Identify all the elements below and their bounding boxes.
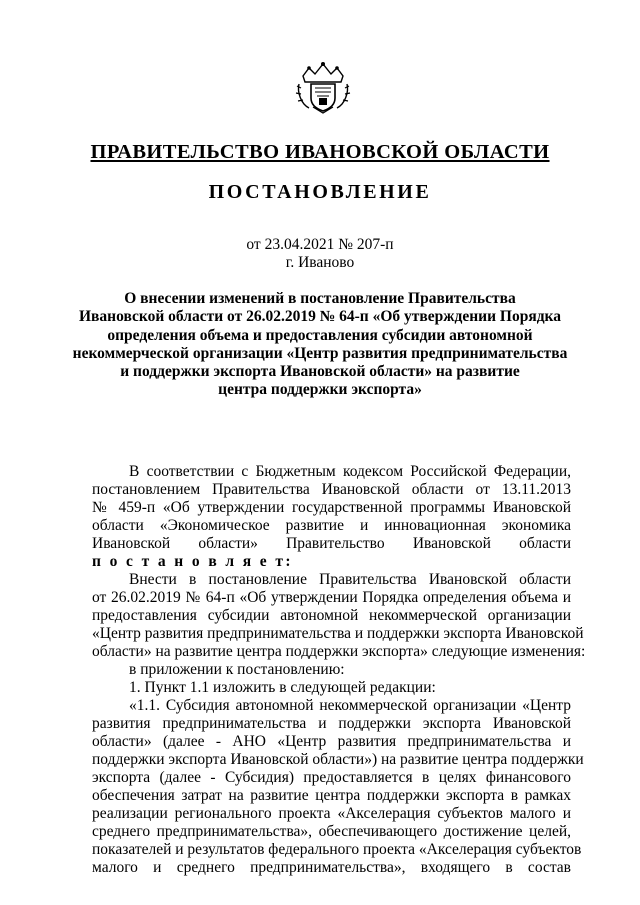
heading-line: центра поддержки экспорта» — [218, 381, 422, 399]
body-line: 1. Пункт 1.1 изложить в следующей редакции: — [129, 679, 436, 696]
body-line: области» (далее - АНО «Центр развития предпринимательства и — [92, 733, 571, 750]
heading-line: Ивановской области от 26.02.2019 № 64-п «Об утверждении Порядка — [78, 308, 562, 326]
body-line: среднего предпринимательства», обеспечивающего достижение целей, — [92, 823, 571, 840]
body-line: области» на развитие центра поддержки экспорта» следующие изменения: — [92, 643, 586, 660]
body-line: в приложении к постановлению: — [129, 661, 345, 678]
body-line: обеспечения затрат на развитие центра поддержки экспорта в рамках — [92, 787, 571, 804]
body-line: от 26.02.2019 № 64-п «Об утверждении Порядка определения объема и — [92, 589, 571, 606]
city: г. Иваново — [285, 254, 355, 271]
body-line: реализации регионального проекта «Акселерация субъектов малого и — [92, 805, 571, 822]
document-date-number — [0, 236, 640, 272]
heading-line: О внесении изменений в постановление Правительства — [124, 290, 516, 307]
body-line: развития предпринимательства и поддержки экспорта Ивановской — [92, 715, 571, 732]
resolution-keyword: п о с т а н о в л я е т: — [92, 553, 293, 570]
coat-of-arms-icon — [295, 58, 351, 114]
body-line: Внести в постановление Правительства Ивановской области — [129, 571, 571, 588]
heading-line: некоммерческой организации «Центр развития предпринимательства — [72, 344, 568, 362]
body-line: предоставления субсидии автономной некоммерческой организации — [92, 607, 571, 624]
body-line: экспорта (далее - Субсидия) предоставляется в целях финансового — [92, 769, 571, 786]
body-line: показателей и результатов федерального проекта «Акселерация субъектов — [92, 841, 582, 858]
body-line: № 459-п «Об утверждении государственной программы Ивановской — [92, 499, 571, 516]
body-line: области «Экономическое развитие и инновационная экономика — [92, 517, 571, 534]
body-line: поддержки экспорта Ивановской области») на развитие центра поддержки — [92, 751, 584, 768]
body-line: В соответствии с Бюджетным кодексом Российской Федерации, — [129, 463, 571, 480]
body-line: малого и среднего предпринимательства», входящего в состав — [92, 859, 571, 876]
date-number: от 23.04.2021 № 207-п — [246, 236, 394, 253]
document-heading — [0, 290, 640, 400]
heading-line: и поддержки экспорта Ивановской области» на развитие — [120, 363, 520, 381]
body-line: «Центр развития предпринимательства и поддержки экспорта Ивановской — [92, 625, 584, 642]
organization-title: ПРАВИТЕЛЬСТВО ИВАНОВСКОЙ ОБЛАСТИ — [90, 141, 550, 163]
body-line: постановлением Правительства Ивановской области от 13.11.2013 — [92, 481, 571, 498]
body-line: «1.1. Субсидия автономной некоммерческой организации «Центр — [129, 697, 571, 714]
document-type: ПОСТАНОВЛЕНИЕ — [208, 181, 432, 203]
heading-line: определения объема и предоставления субсидии автономной — [107, 326, 533, 344]
body-line: Ивановской области» Правительство Ивановской области — [92, 535, 571, 552]
